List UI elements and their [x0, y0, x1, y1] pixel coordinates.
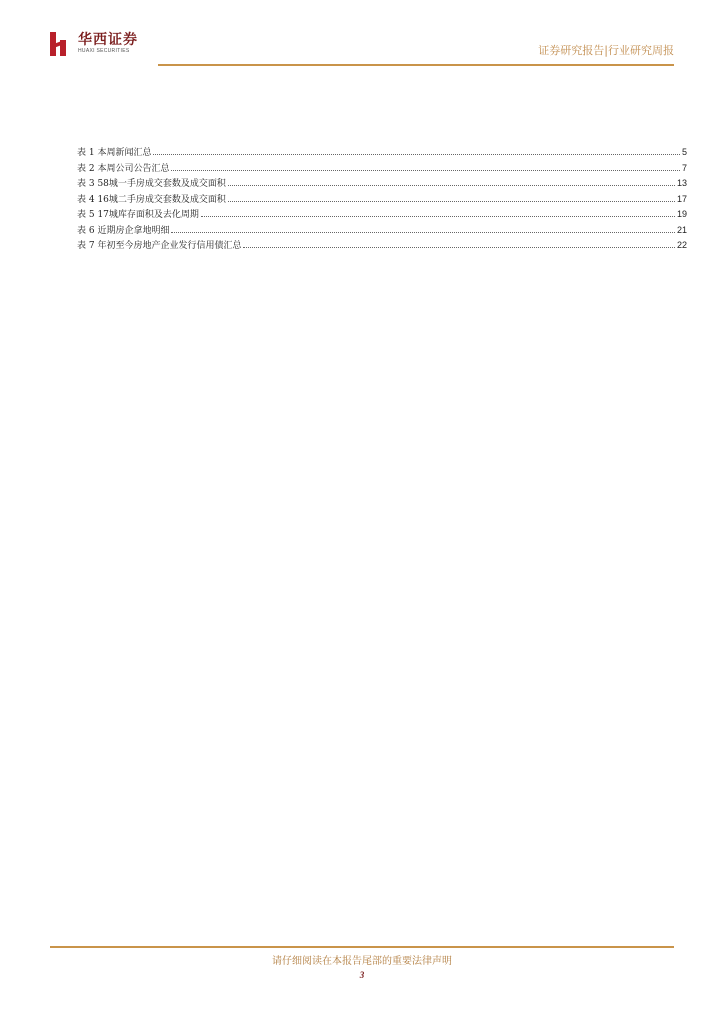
- toc-entry-page: 13: [676, 178, 687, 188]
- toc-entry[interactable]: [77, 176, 687, 192]
- toc-entry[interactable]: [77, 207, 687, 223]
- toc-entry[interactable]: [77, 192, 687, 208]
- toc-entry-label: 表 3 58城一手房成交套数及成交面积: [77, 179, 226, 189]
- toc-leader-dots: [171, 232, 675, 233]
- toc-leader-dots: [201, 216, 675, 217]
- logo-chinese-name: 华西证券: [78, 31, 138, 48]
- logo-mark-icon: [50, 30, 72, 56]
- toc-leader-dots: [228, 201, 675, 202]
- toc-entry-page: 21: [676, 224, 687, 235]
- legal-disclaimer: 请仔细阅读在本报告尾部的重要法律声明: [272, 956, 452, 967]
- toc-leader-dots: [171, 170, 680, 171]
- toc-entry[interactable]: [77, 223, 687, 239]
- toc-leader-dots: [243, 247, 675, 248]
- report-category: 证券研究报告|行业研究周报: [538, 44, 674, 57]
- toc-entry-page: 17: [676, 193, 687, 204]
- toc-leader-dots: [153, 154, 680, 155]
- toc-entry-page: 7: [681, 162, 687, 173]
- toc-entry-label: 表 7 年初至今房地产企业发行信用债汇总: [77, 241, 242, 251]
- header-divider: [158, 64, 674, 66]
- toc-entry[interactable]: [77, 238, 687, 254]
- table-of-tables: [77, 145, 687, 254]
- company-logo: [50, 30, 138, 56]
- toc-entry-page: 5: [681, 147, 687, 157]
- page-header: [50, 30, 674, 66]
- toc-entry-label: 表 6 近期房企拿地明细: [77, 225, 170, 236]
- toc-entry[interactable]: [77, 161, 687, 177]
- toc-entry-label: 表 5 17城库存面积及去化周期: [77, 210, 199, 220]
- logo-english-name: HUAXI SECURITIES: [78, 47, 130, 54]
- toc-leader-dots: [228, 185, 675, 186]
- toc-entry-label: 表 4 16城二手房成交套数及成交面积: [77, 194, 226, 205]
- footer-divider: [50, 946, 674, 948]
- page-number: 3: [359, 970, 365, 980]
- toc-entry-page: 22: [676, 240, 687, 250]
- toc-entry-label: 表 2 本周公司公告汇总: [77, 163, 170, 174]
- toc-entry-label: 表 1 本周新闻汇总: [77, 148, 152, 158]
- toc-entry[interactable]: [77, 145, 687, 161]
- toc-entry-page: 19: [676, 209, 687, 219]
